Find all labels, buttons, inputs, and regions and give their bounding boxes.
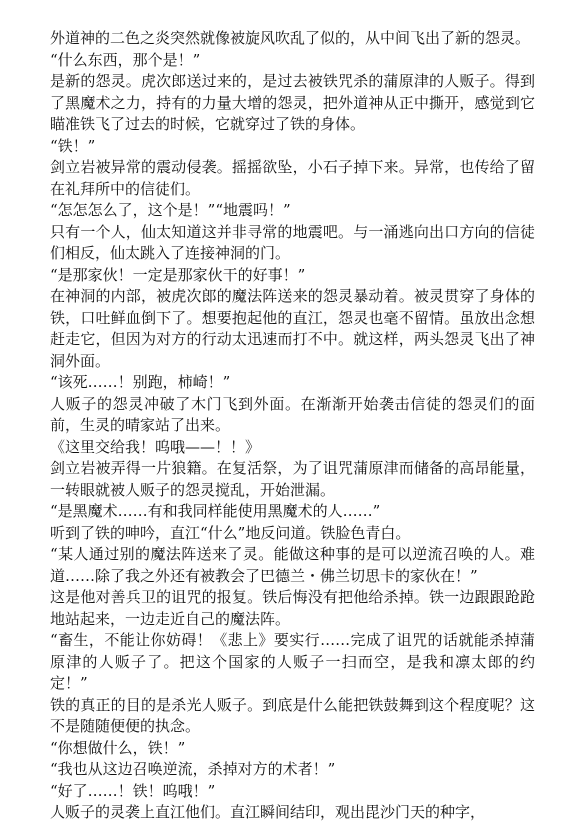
paragraph: 只有一个人，仙太知道这并非寻常的地震吧。与一涌逃向出口方向的信徒们相反，仙太跳入了连接神洞的门。 [50,222,535,262]
paragraph: “是那家伙！一定是那家伙干的好事！” [50,265,306,284]
paragraph: 外道神的二色之炎突然就像被旋风吹乱了似的，从中间飞出了新的怨灵。 [50,29,531,47]
paragraph: 剑立岩被异常的震动侵袭。摇摇欲坠，小石子掉下来。异常，也传给了留在礼拜所中的信徒们。 [50,158,535,198]
paragraph: 铁的真正的目的是杀光人贩子。到底是什么能把铁鼓舞到这个程度呢？这不是随随便便的执念。 [50,695,535,735]
paragraph: “什么东西，那个是！” [50,50,201,69]
paragraph: “好了……！铁！呜哦！” [50,781,216,800]
paragraph: 是新的怨灵。虎次郎送过来的，是过去被铁咒杀的蒲原津的人贩子。得到了黑魔术之力，持有的力量大增的怨灵，把外道神从正中撕开，感觉到它瞄准铁飞了过去的时候，它就穿过了铁的身体。 [50,72,535,133]
paragraph: “你想做什么，铁！” [50,738,186,757]
paragraph: “该死……！别跑，柿崎！” [50,373,231,391]
paragraph: 《这里交给我！呜哦——！！》 [50,437,261,456]
paragraph: 听到了铁的呻吟，直江“什么”地反问道。铁脸色青白。 [50,523,411,542]
paragraph: 人贩子的怨灵冲破了木门飞到外面。在渐渐开始袭击信徒的怨灵们的面前，生灵的晴家站了出来。 [50,394,535,434]
paragraph: “是黑魔术……有和我同样能使用黑魔术的人……” [50,502,381,520]
paragraph: 这是他对善兵卫的诅咒的报复。铁后悔没有把他给杀掉。铁一边跟跟跄跄地站起来，一边走近自己的魔法阵。 [50,588,535,628]
body-text [50,28,535,824]
paragraph: “怎怎怎么了，这个是！”“地震吗！” [50,201,291,219]
paragraph: 在神洞的内部，被虎次郎的魔法阵送来的怨灵暴动着。被灵贯穿了身体的铁，口吐鲜血倒下了。想要抱起他的直江，怨灵也毫不留情。虽放出念想赶走它，但因为对方的行动太迅速而打不中。就这样，两头怨灵飞出了神洞外面。 [50,287,535,370]
paragraph: “铁！” [50,136,96,155]
paragraph: “畜生，不能让你妨碍！《悲上》要实行……完成了诅咒的话就能杀掉蒲原津的人贩子了。把这个国家的人贩子一扫而空，是我和凛太郎的约定！” [50,631,535,692]
paragraph: “我也从这边召唤逆流，杀掉对方的术者！” [50,760,336,778]
paragraph: 人贩子的灵袭上直江他们。直江瞬间结印，观出毘沙门天的种字， [50,803,486,821]
paragraph: “某人通过别的魔法阵送来了灵。能做这种事的是可以逆流召唤的人。难道……除了我之外还有被教会了巴德兰・佛兰切思卡的家伙在！” [50,545,535,585]
paragraph: 剑立岩被弄得一片狼籍。在复活祭，为了诅咒蒲原津而储备的高昂能量，一转眼就被人贩子的怨灵搅乱，开始泄漏。 [50,459,535,499]
